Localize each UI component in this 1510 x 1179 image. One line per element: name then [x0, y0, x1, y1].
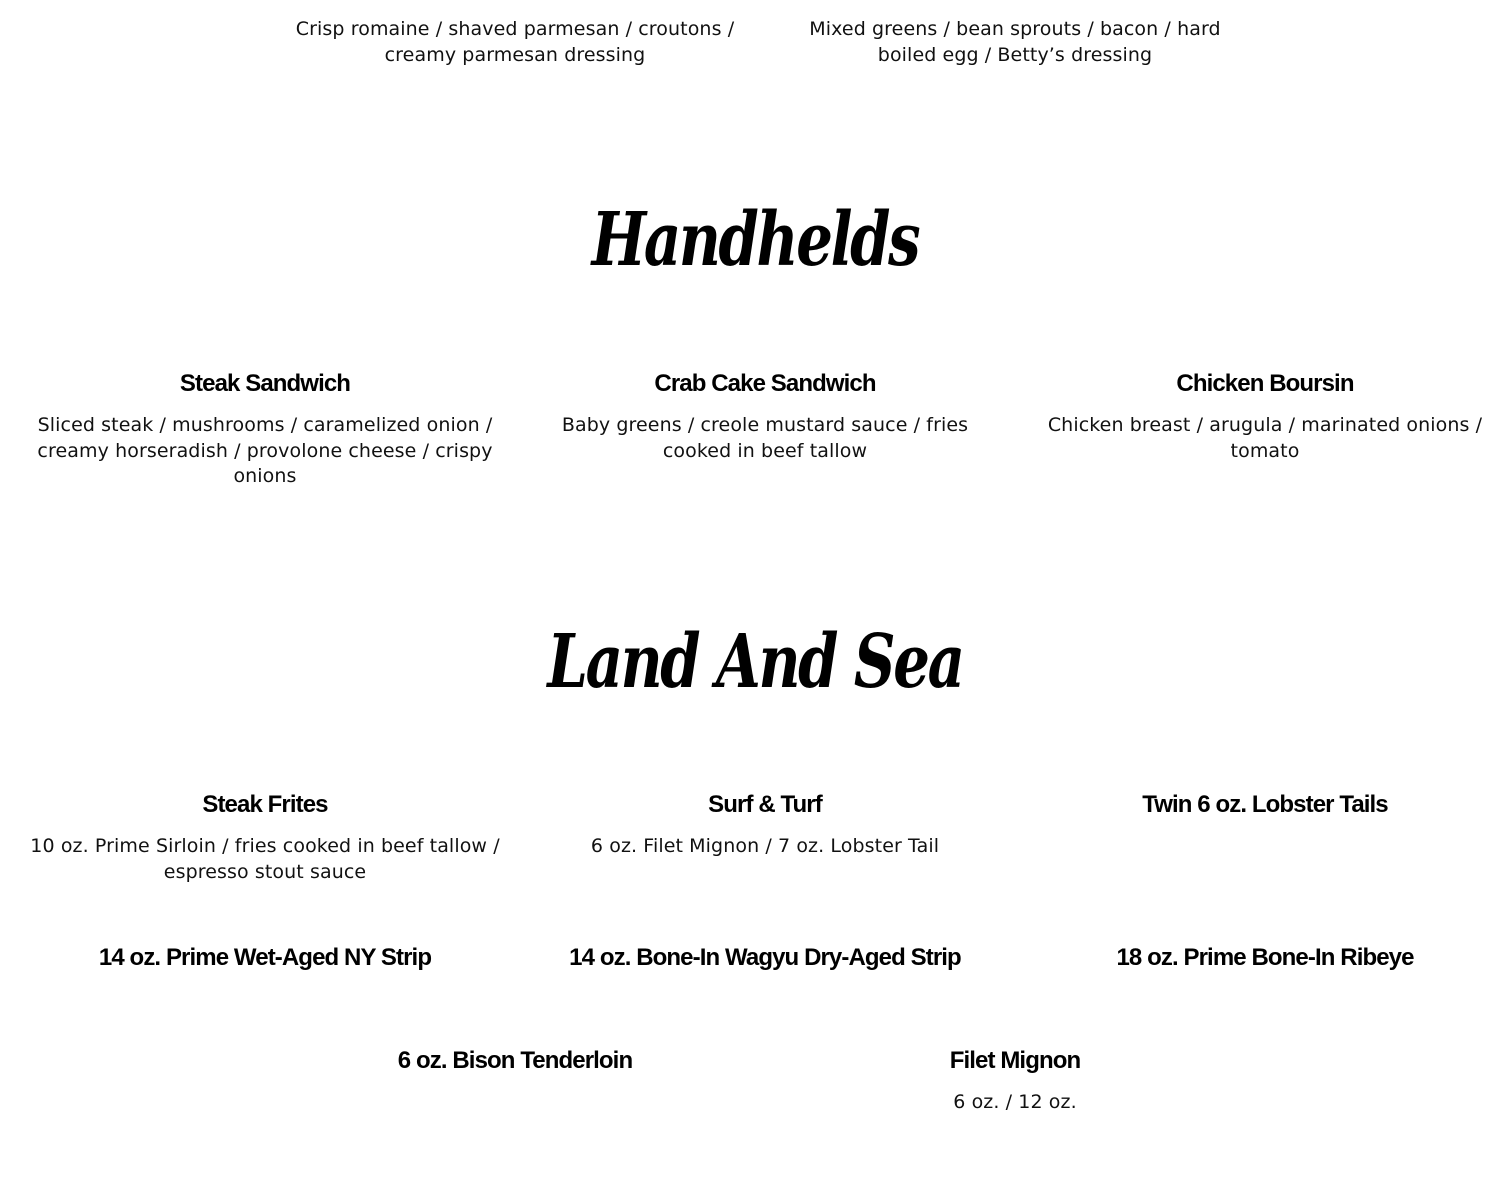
item-description: 6 oz. / 12 oz. — [953, 1091, 1077, 1113]
item-description: 10 oz. Prime Sirloin / fries cooked in beef tallow / espresso stout sauce — [30, 835, 500, 883]
item-name: 14 oz. Prime Wet-Aged NY Strip — [98, 944, 432, 971]
item-description: 6 oz. Filet Mignon / 7 oz. Lobster Tail — [590, 835, 940, 857]
item-name: Twin 6 oz. Lobster Tails — [1142, 791, 1388, 818]
item-name: 18 oz. Prime Bone-In Ribeye — [1116, 944, 1414, 971]
item-name: Filet Mignon — [949, 1047, 1081, 1074]
item-description: Chicken breast / arugula / marinated onions / tomato — [1047, 414, 1483, 462]
menu-item-bison-tenderloin — [285, 1046, 745, 1076]
item-name: Crab Cake Sandwich — [654, 370, 876, 397]
menu-item-steak-frites — [30, 790, 500, 885]
section-title-land-and-sea: Land And Sea — [547, 619, 963, 705]
menu-item-surf-and-turf — [535, 790, 995, 860]
item-description: Sliced steak / mushrooms / caramelized onion / creamy horseradish / provolone cheese / crispy onions — [37, 414, 493, 487]
menu-item-wagyu-strip — [530, 943, 1000, 973]
item-name: 6 oz. Bison Tenderloin — [397, 1047, 633, 1074]
menu-item-steak-sandwich — [35, 369, 495, 490]
menu-item-chicken-boursin — [1035, 369, 1495, 464]
section-title-handhelds: Handhelds — [591, 197, 919, 283]
item-name: Surf & Turf — [708, 791, 822, 818]
menu-item-crab-cake-sandwich — [535, 369, 995, 464]
item-description: Crisp romaine / shaved parmesan / croutons / creamy parmesan dressing — [295, 18, 735, 66]
menu-item-lobster-tails — [1035, 790, 1495, 820]
item-name: Steak Frites — [202, 791, 328, 818]
item-description: Mixed greens / bean sprouts / bacon / hard boiled egg / Betty’s dressing — [809, 18, 1221, 66]
item-name: 14 oz. Bone-In Wagyu Dry-Aged Strip — [569, 944, 961, 971]
menu-item-filet-mignon — [785, 1046, 1245, 1116]
menu-item-ny-strip — [35, 943, 495, 973]
item-name: Steak Sandwich — [179, 370, 351, 397]
item-description: Baby greens / creole mustard sauce / fries cooked in beef tallow — [561, 414, 969, 462]
menu-item-ribeye — [1035, 943, 1495, 973]
menu-item-salad-1 — [290, 17, 740, 68]
item-name: Chicken Boursin — [1176, 370, 1354, 397]
menu-item-salad-2 — [790, 17, 1240, 68]
